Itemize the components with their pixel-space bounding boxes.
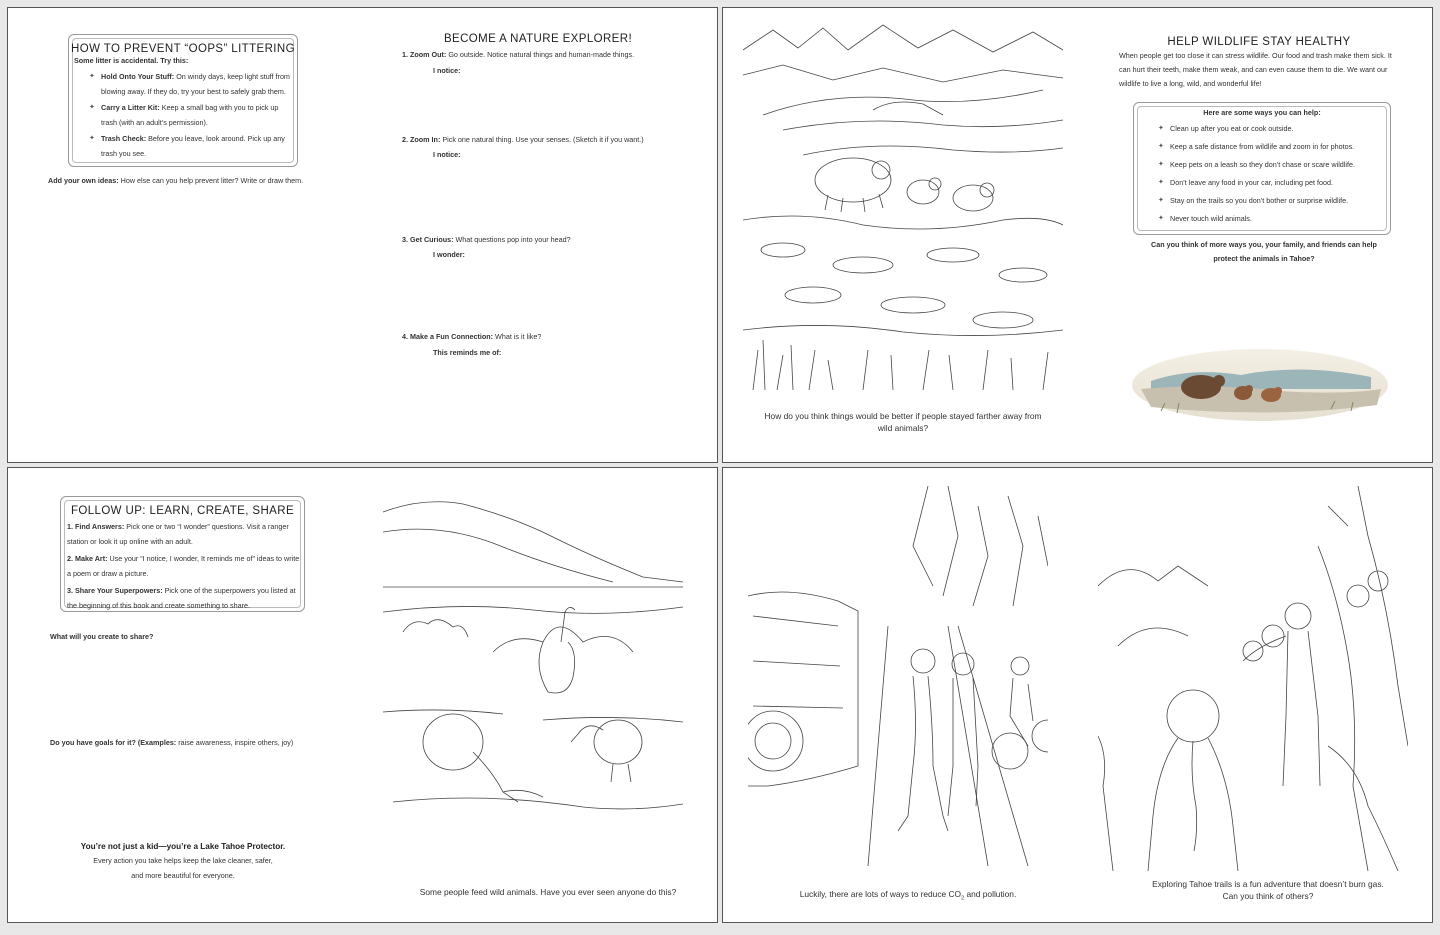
question-text: Can you think of more ways you, your family, and friends can help protect the animals in Tahoe? — [1151, 240, 1377, 263]
help-list — [1158, 120, 1388, 228]
spread-wildlife — [722, 7, 1433, 463]
explorer-step: 1. Zoom Out: Go outside. Notice natural things and human-made things. — [402, 50, 635, 59]
list-item: ✦ Keep a safe distance from wildlife and zoom in for photos. — [1158, 138, 1388, 156]
follow-up-step: 3. Share Your Superpowers: Pick one of the superpowers you listed at the beginning of this book and create something to share. — [67, 586, 296, 610]
spread-litter-explorer — [7, 7, 718, 463]
list-item: ✦ Keep pets on a leash so they don’t chase or scare wildlife. — [1158, 156, 1388, 174]
step-prompt: I notice: — [433, 150, 461, 159]
litter-tips-box — [68, 34, 298, 167]
page-caption: How do you think things would be better if people stayed farther away from wild animals? — [764, 411, 1042, 433]
explorer-step: 3. Get Curious: What questions pop into your head? — [402, 235, 571, 244]
follow-up-step: 2. Make Art: Use your “I notice, I wonder, It reminds me of” ideas to write a poem or draw a picture. — [67, 554, 300, 578]
list-item: ✦ Don’t leave any food in your car, including pet food. — [1158, 174, 1388, 192]
page-caption: Can you think of others? — [1222, 891, 1314, 901]
spread-follow-up — [7, 467, 718, 923]
page-caption: Luckily, there are lots of ways to reduce $CO_2$ and pollution. — [799, 889, 1017, 902]
tips-list — [89, 70, 294, 161]
page-title: FOLLOW UP: LEARN, CREATE, SHARE — [70, 505, 295, 517]
body-text: When people get too close it can stress wildlife. Our food and trash make them sick. It can hurt their teeth, make them weak, and can even cause them to die. We want our wildlife to live a long, wild, and wonderful life! — [1119, 51, 1392, 88]
list-item: ✦ Never touch wild animals. — [1158, 210, 1388, 228]
trail-hikers-illustration — [1098, 486, 1408, 871]
closing-line: Every action you take helps keep the lake cleaner, safer, — [93, 856, 273, 865]
explorer-step: 2. Zoom In: Pick one natural thing. Use your senses. (Sketch it if you want.) — [402, 135, 644, 144]
list-item: ✦ Stay on the trails so you don’t bother or surprise wildlife. — [1158, 192, 1388, 210]
spread-transport — [722, 467, 1433, 923]
list-item: ✦ Hold Onto Your Stuff: On windy days, keep light stuff from blowing away. If they do, try your best to safely grab them. — [89, 70, 294, 99]
list-item: ✦ Carry a Litter Kit: Keep a small bag with you to pick up trash (with an adult’s permission). — [89, 101, 294, 130]
page-caption: Some people feed wild animals. Have you ever seen anyone do this? — [419, 887, 677, 897]
step-prompt: I wonder: — [433, 250, 465, 259]
closing-line: and more beautiful for everyone. — [131, 871, 235, 880]
list-item: ✦ Trash Check: Before you leave, look around. Pick up any trash you see. — [89, 132, 294, 161]
bus-bike-walkers-illustration — [748, 486, 1048, 866]
list-item: ✦ Clean up after you eat or cook outside. — [1158, 120, 1388, 138]
geese-illustration — [383, 492, 683, 822]
help-tips-box — [1133, 102, 1391, 235]
question-text: Do you have goals for it? (Examples: raise awareness, inspire others, joy) — [50, 738, 294, 747]
page-title: HELP WILDLIFE STAY HEALTHY — [1167, 36, 1351, 48]
intro-text: Some litter is accidental. Try this: — [74, 56, 189, 65]
step-prompt: I notice: — [433, 66, 461, 75]
page-caption: Exploring Tahoe trails is a fun adventure that doesn’t burn gas. — [1152, 879, 1384, 889]
own-ideas-prompt: Add your own ideas: How else can you help prevent litter? Write or draw them. — [48, 176, 304, 185]
page-title: HOW TO PREVENT “OOPS” LITTERING — [71, 43, 295, 55]
page-title: BECOME A NATURE EXPLORER! — [443, 33, 633, 45]
explorer-step: 4. Make a Fun Connection: What is it like? — [402, 332, 542, 341]
bears-in-stream-illustration — [743, 20, 1063, 400]
closing-title: You’re not just a kid—you’re a Lake Tahoe Protector. — [80, 842, 286, 851]
follow-up-box — [60, 496, 305, 612]
bears-color-illustration — [1131, 345, 1389, 421]
box-title: Here are some ways you can help: — [1203, 108, 1321, 117]
step-prompt: This reminds me of: — [433, 348, 502, 357]
follow-up-step: 1. Find Answers: Pick one or two “I wonder” questions. Visit a ranger station or look it up online with an adult. — [67, 522, 289, 546]
question-text: What will you create to share? — [50, 632, 154, 641]
